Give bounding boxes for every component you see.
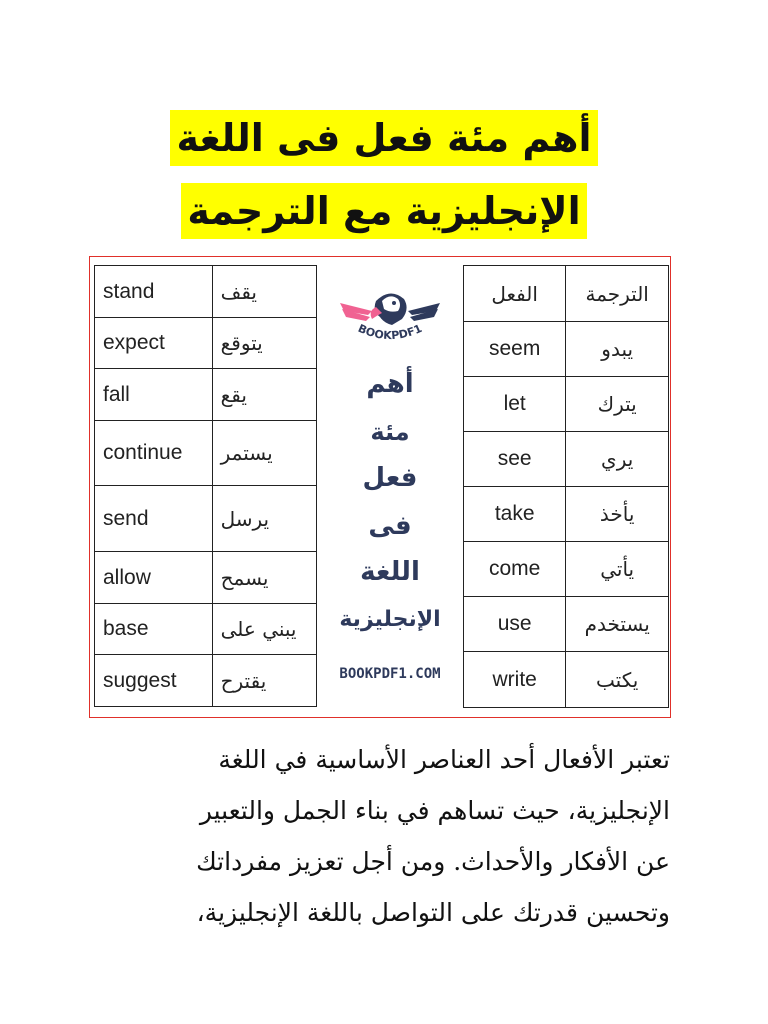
table-row <box>95 486 317 552</box>
left-verb-table <box>94 265 317 707</box>
center-word-1: أهم <box>366 369 414 399</box>
verb-arabic: يستمر <box>212 421 316 486</box>
svg-text:BOOKPDF1 <box>356 322 424 342</box>
verb-english: see <box>464 432 566 487</box>
table-row <box>95 266 317 318</box>
right-verb-table <box>463 265 669 708</box>
paragraph-line: وتحسين قدرتك على التواصل باللغة الإنجليزية، <box>196 898 670 927</box>
table-row <box>464 597 669 652</box>
verb-arabic: يري <box>566 432 669 487</box>
table-row <box>464 487 669 542</box>
verb-english: suggest <box>95 655 213 707</box>
verb-arabic: يبني على <box>212 604 316 655</box>
verb-arabic: يستخدم <box>566 597 669 652</box>
table-header-row <box>464 266 669 322</box>
paragraph-line: تعتبر الأفعال أحد العناصر الأساسية في اللغة <box>218 745 670 774</box>
title-line-1-wrap <box>0 110 768 166</box>
table-row <box>464 322 669 377</box>
table-row <box>95 421 317 486</box>
table-row <box>95 552 317 604</box>
page-title-line-1: أهم مئة فعل فى اللغة <box>170 110 597 166</box>
verb-arabic: يبدو <box>566 322 669 377</box>
verb-arabic: يقترح <box>212 655 316 707</box>
verb-english: use <box>464 597 566 652</box>
header-translation: الترجمة <box>566 266 669 322</box>
verb-arabic: يسمح <box>212 552 316 604</box>
center-word-5: اللغة <box>360 557 420 587</box>
verb-english: continue <box>95 421 213 486</box>
header-verb: الفعل <box>464 266 566 322</box>
site-url: BOOKPDF1.COM <box>339 666 441 682</box>
table-row <box>95 318 317 369</box>
verb-english: write <box>464 652 566 708</box>
verb-english: stand <box>95 266 213 318</box>
table-row <box>95 655 317 707</box>
center-word-6: الإنجليزية <box>339 607 441 632</box>
verb-english: send <box>95 486 213 552</box>
verb-english: seem <box>464 322 566 377</box>
intro-paragraph <box>96 734 670 938</box>
verb-arabic: يأتي <box>566 542 669 597</box>
table-row <box>464 542 669 597</box>
verb-arabic: يترك <box>566 377 669 432</box>
center-word-2: مئة <box>370 418 410 446</box>
table-row <box>95 369 317 421</box>
verb-arabic: يأخذ <box>566 487 669 542</box>
verb-english: fall <box>95 369 213 421</box>
page-title-line-2: الإنجليزية مع الترجمة <box>181 183 586 239</box>
verb-english: allow <box>95 552 213 604</box>
verb-english: let <box>464 377 566 432</box>
verb-english: base <box>95 604 213 655</box>
verb-arabic: يتوقع <box>212 318 316 369</box>
verb-english: come <box>464 542 566 597</box>
table-row <box>464 652 669 708</box>
table-row <box>95 604 317 655</box>
center-word-3: فعل <box>362 463 418 493</box>
paragraph-line: عن الأفكار والأحداث. ومن أجل تعزيز مفرداتك <box>196 847 670 876</box>
verb-arabic: يقف <box>212 266 316 318</box>
center-word-4: فى <box>368 511 412 541</box>
verb-english: take <box>464 487 566 542</box>
eagle-logo-icon <box>336 285 444 355</box>
verb-arabic: يكتب <box>566 652 669 708</box>
table-row <box>464 432 669 487</box>
verb-arabic: يقع <box>212 369 316 421</box>
verb-arabic: يرسل <box>212 486 316 552</box>
verb-english: expect <box>95 318 213 369</box>
title-line-2-wrap <box>0 183 768 239</box>
logo-text: BOOKPDF1 <box>356 321 424 343</box>
paragraph-line: الإنجليزية، حيث تساهم في بناء الجمل والتعبير <box>199 796 670 825</box>
table-row <box>464 377 669 432</box>
